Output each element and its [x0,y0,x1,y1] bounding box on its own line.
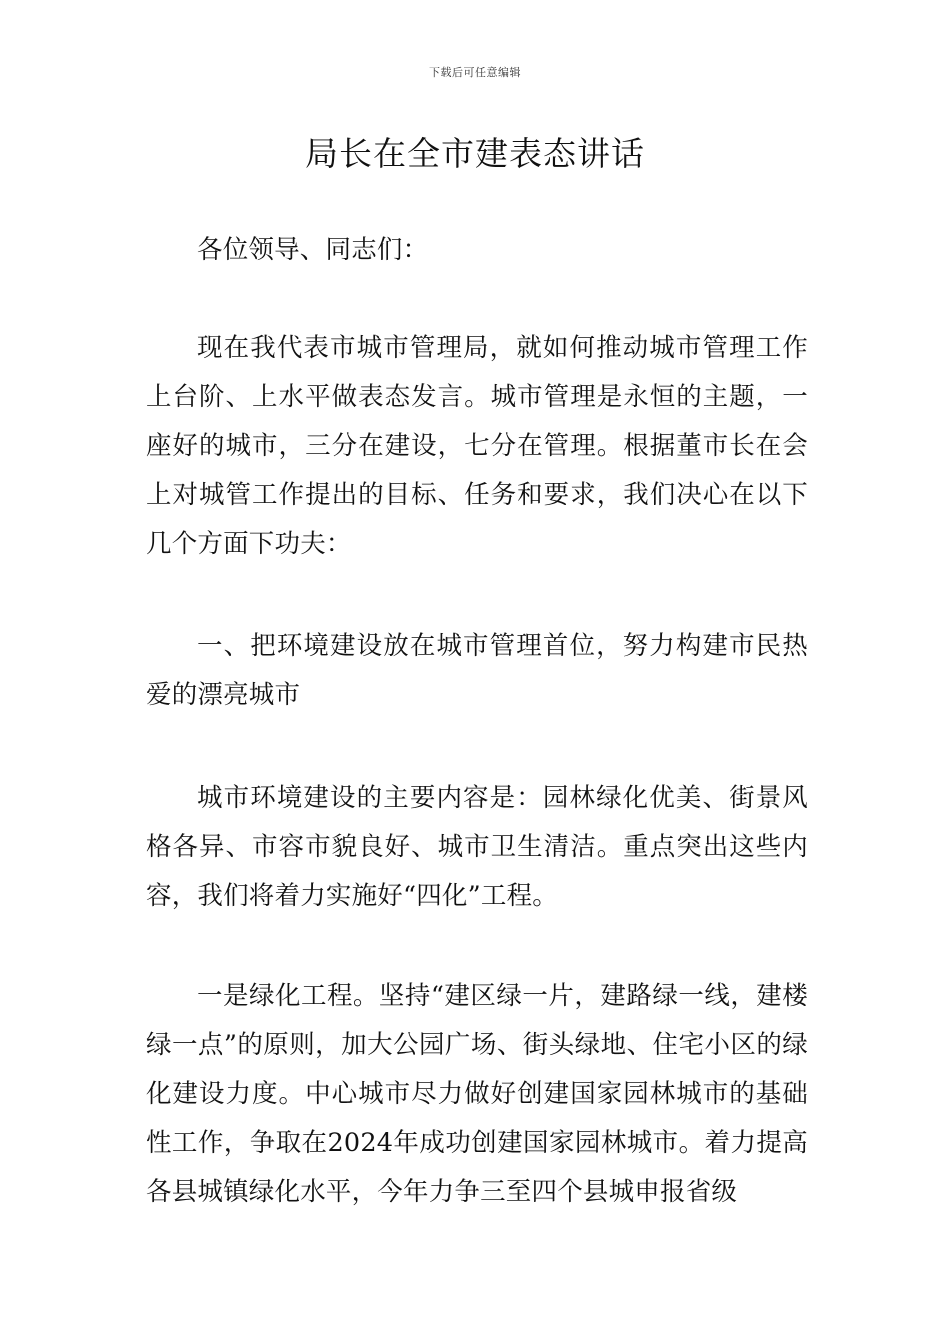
paragraph-environment: 城市环境建设的主要内容是：园林绿化优美、街景风格各异、市容市貌良好、城市卫生清洁。重点突出这些内容，我们将着力实施好“四化”工程。 [146,783,808,911]
section-heading-1: 一、把环境建设放在城市管理首位，努力构建市民热爱的漂亮城市 [146,631,808,710]
header-note: 下载后可任意编辑 [429,66,521,79]
paragraph-greening: 一是绿化工程。坚持“建区绿一片，建路绿一线，建楼绿一点”的原则，加大公园广场、街头绿地、住宅小区的绿化建设力度。中心城市尽力做好创建国家园林城市的基础性工作，争取在2024年成功创建国家园林城市。着力提高各县城镇绿化水平，今年力争三至四个县城申报省级 [146,981,808,1207]
document-title: 局长在全市建表态讲话 [305,134,645,173]
paragraph-intro: 现在我代表市城市管理局，就如何推动城市管理工作上台阶、上水平做表态发言。城市管理是永恒的主题，一座好的城市，三分在建设，七分在管理。根据董市长在会上对城管工作提出的目标、任务和要求，我们决心在以下几个方面下功夫： [146,333,808,559]
salutation: 各位领导、同志们： [197,235,429,265]
